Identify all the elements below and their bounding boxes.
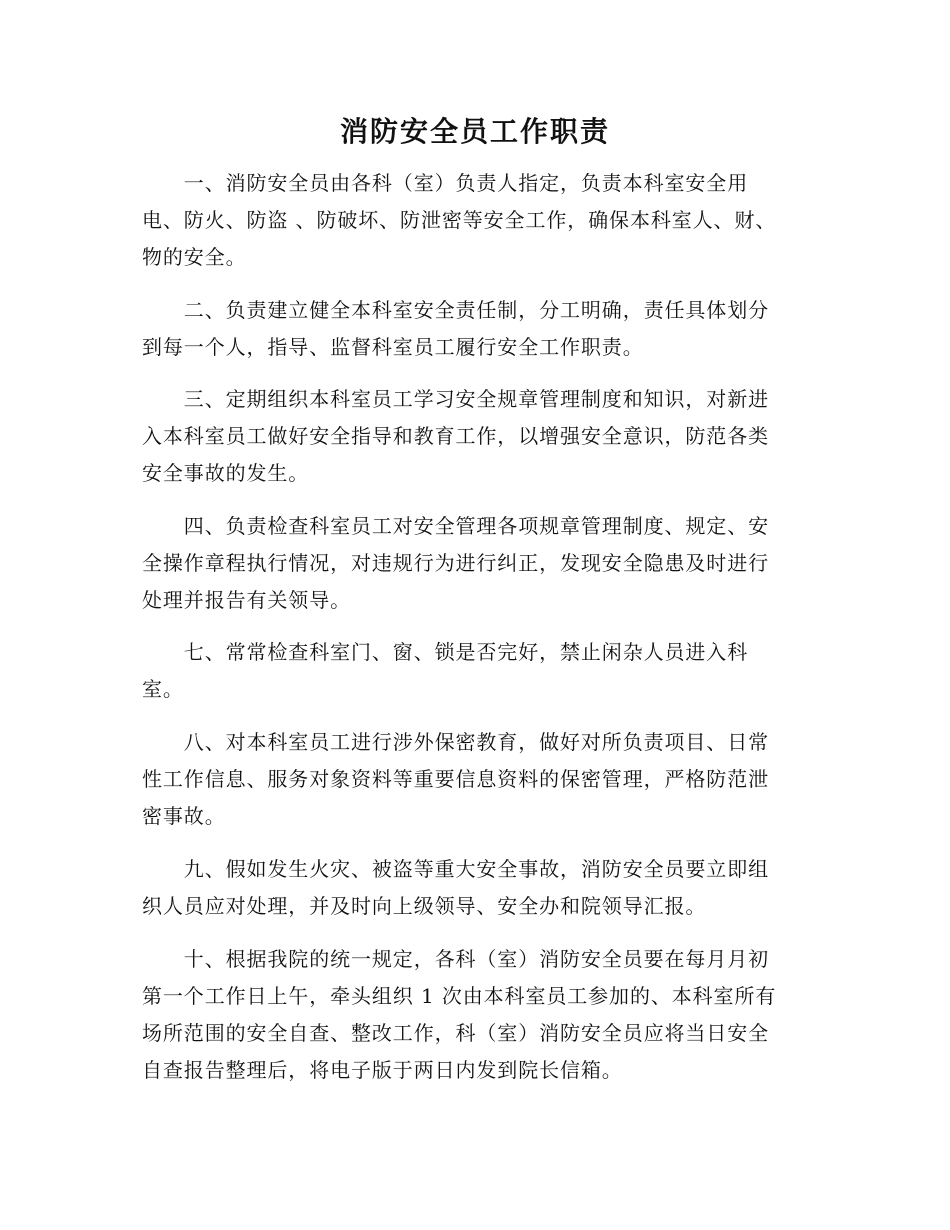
- paragraph-line: 八、对本科室员工进行涉外保密教育，做好对所负责项目、日常: [142, 730, 769, 754]
- paragraph-line: 场所范围的安全自查、整改工作，科（室）消防安全员应将当日安全: [142, 1021, 769, 1045]
- paragraph-line: 到每一个人，指导、监督科室员工履行安全工作职责。: [142, 335, 644, 359]
- paragraph-1: [142, 165, 810, 276]
- paragraph-line: 室。: [142, 677, 184, 701]
- document-title: 消防安全员工作职责: [339, 115, 610, 148]
- paragraph-8: [142, 941, 810, 1089]
- paragraph-line: 二、负责建立健全本科室安全责任制，分工明确，责任具体划分: [142, 298, 769, 322]
- paragraph-line: 三、定期组织本科室员工学习安全规章管理制度和知识，对新进: [142, 387, 769, 411]
- paragraph-line: 九、假如发生火灾、被盗等重大安全事故，消防安全员要立即组: [142, 857, 769, 881]
- paragraph-6: [142, 724, 810, 835]
- paragraph-line: 自查报告整理后，将电子版于两日内发到院长信箱。: [142, 1058, 623, 1082]
- paragraph-line: 四、负责检查科室员工对安全管理各项规章管理制度、规定、安: [142, 514, 769, 538]
- paragraph-line: 一、消防安全员由各科（室）负责人指定，负责本科室安全用: [142, 171, 749, 195]
- paragraph-line: 全操作章程执行情况，对违规行为进行纠正，发现安全隐患及时进行: [142, 551, 769, 575]
- paragraph-5: [142, 634, 810, 708]
- paragraph-line: 织人员应对处理，并及时向上级领导、安全办和院领导汇报。: [142, 894, 707, 918]
- paragraph-line: 安全事故的发生。: [142, 461, 310, 485]
- paragraph-line: 性工作信息、服务对象资料等重要信息资料的保密管理，严格防范泄: [142, 767, 769, 791]
- paragraph-line: 十、根据我院的统一规定，各科（室）消防安全员要在每月月初: [142, 947, 769, 971]
- paragraph-line: 电、防火、防盗 、防破坏、防泄密等安全工作，确保本科室人、财、: [142, 208, 777, 232]
- paragraph-line: 物的安全。: [142, 245, 247, 269]
- paragraph-3: [142, 381, 810, 492]
- paragraph-2: [142, 292, 810, 366]
- paragraph-line: 密事故。: [142, 804, 226, 828]
- paragraph-7: [142, 851, 810, 925]
- paragraph-line: 第一个工作日上午，牵头组织 1 次由本科室员工参加的、本科室所有: [142, 984, 777, 1008]
- paragraph-4: [142, 508, 810, 619]
- paragraph-line: 入本科室员工做好安全指导和教育工作，以增强安全意识，防范各类: [142, 424, 769, 448]
- paragraph-line: 处理并报告有关领导。: [142, 588, 351, 612]
- paragraph-line: 七、常常检查科室门、窗、锁是否完好，禁止闲杂人员进入科: [142, 640, 749, 664]
